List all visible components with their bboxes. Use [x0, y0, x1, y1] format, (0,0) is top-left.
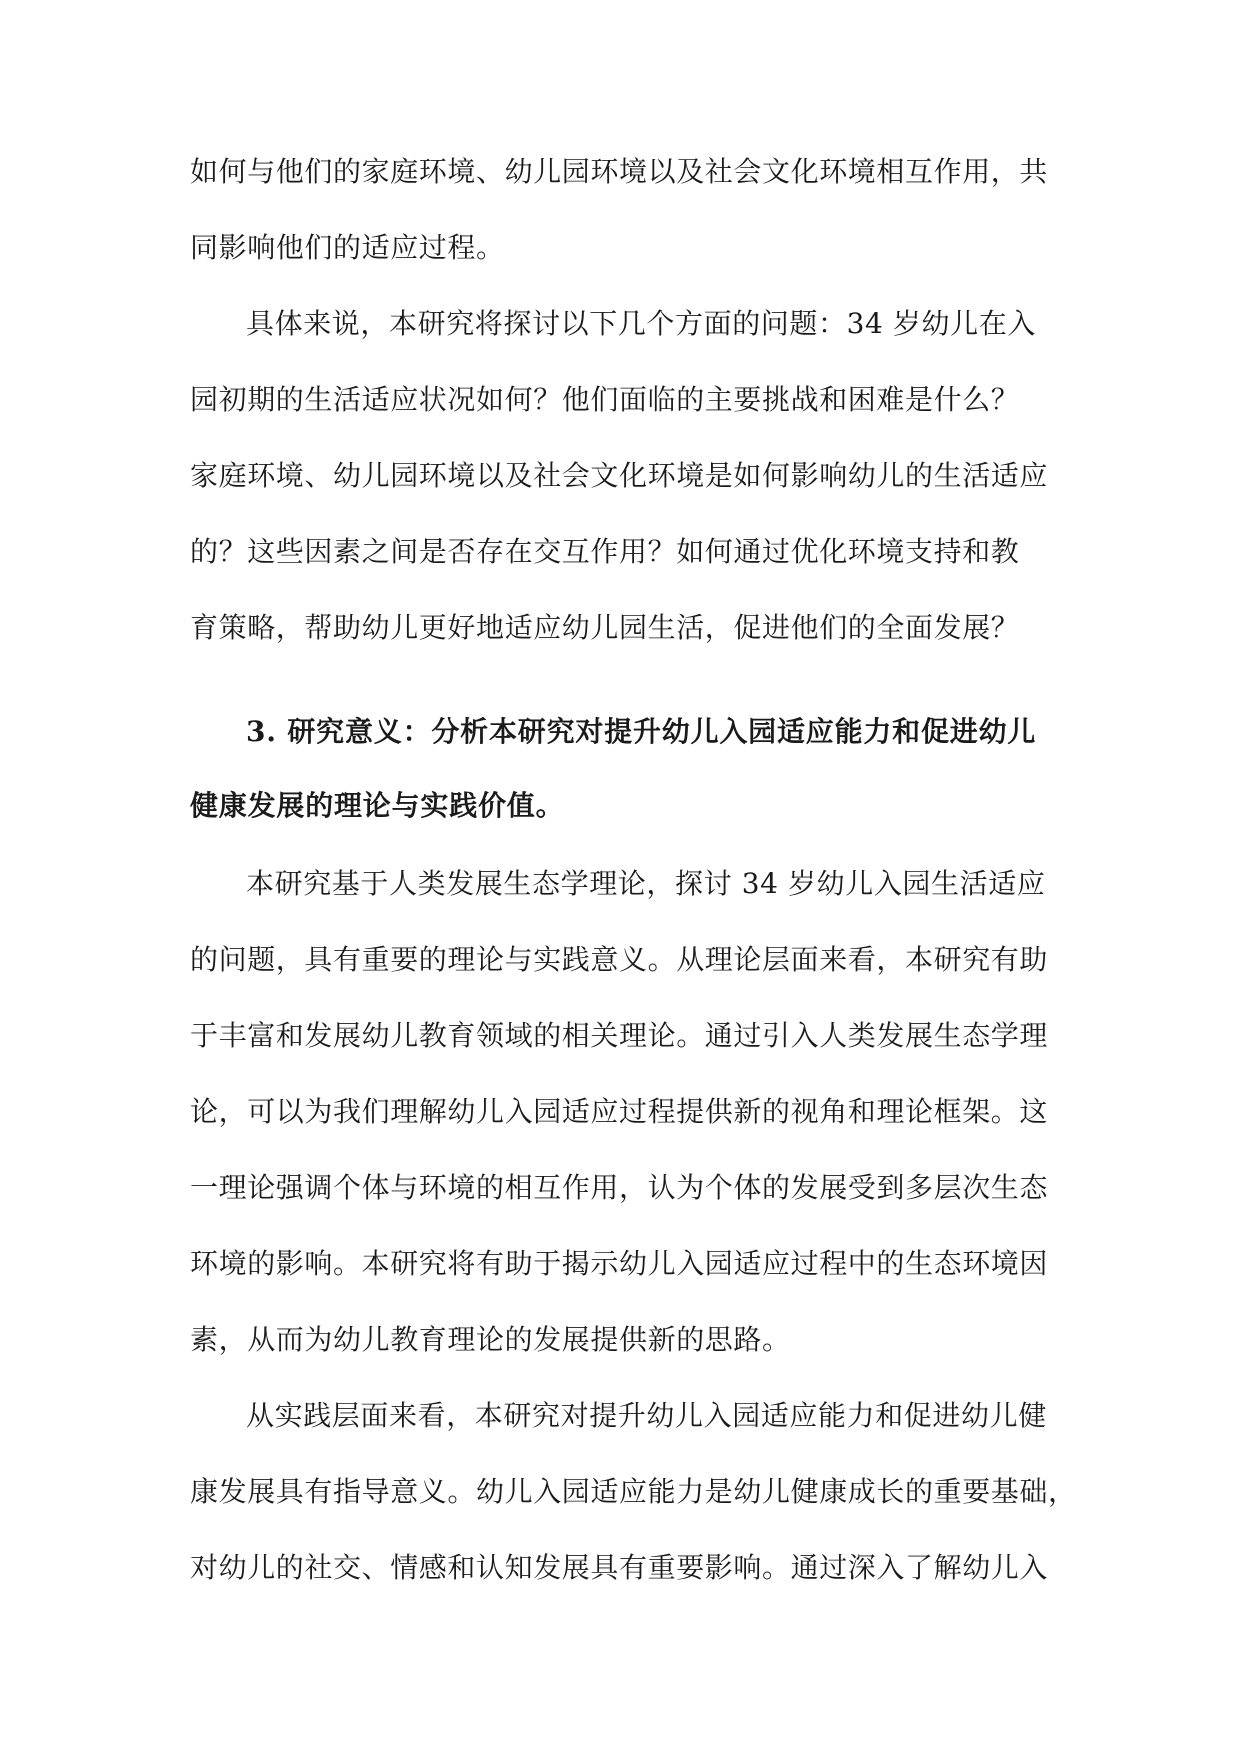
- text-line: 于丰富和发展幼儿教育领域的相关理论。通过引入人类发展生态学理: [190, 1019, 1049, 1052]
- text-line: 同影响他们的适应过程。: [190, 231, 505, 264]
- text-line: 如何与他们的家庭环境、幼儿园环境以及社会文化环境相互作用，共: [190, 155, 1049, 188]
- text-line: 对幼儿的社交、情感和认知发展具有重要影响。通过深入了解幼儿入: [190, 1551, 1049, 1584]
- text-line: 一理论强调个体与环境的相互作用，认为个体的发展受到多层次生态: [190, 1171, 1049, 1204]
- text-line: 具体来说，本研究将探讨以下几个方面的问题：34 岁幼儿在入: [246, 307, 1036, 340]
- text-line: 论，可以为我们理解幼儿入园适应过程提供新的视角和理论框架。这: [190, 1095, 1049, 1128]
- text-line: 育策略，帮助幼儿更好地适应幼儿园生活，促进他们的全面发展？: [190, 611, 1020, 644]
- section-heading: 健康发展的理论与实践价值。: [190, 789, 565, 822]
- text-line: 素，从而为幼儿教育理论的发展提供新的思路。: [190, 1323, 791, 1356]
- text-line: 园初期的生活适应状况如何？他们面临的主要挑战和困难是什么？: [190, 383, 1020, 416]
- text-line: 家庭环境、幼儿园环境以及社会文化环境是如何影响幼儿的生活适应: [190, 459, 1049, 492]
- text-line: 康发展具有指导意义。幼儿入园适应能力是幼儿健康成长的重要基础，: [190, 1475, 1077, 1508]
- text-line: 的问题，具有重要的理论与实践意义。从理论层面来看，本研究有助: [190, 943, 1049, 976]
- text-line: 环境的影响。本研究将有助于揭示幼儿入园适应过程中的生态环境因: [190, 1247, 1049, 1280]
- text-line: 本研究基于人类发展生态学理论，探讨 34 岁幼儿入园生活适应: [246, 867, 1046, 900]
- text-line: 从实践层面来看，本研究对提升幼儿入园适应能力和促进幼儿健: [246, 1399, 1047, 1432]
- section-heading: 3. 研究意义：分析本研究对提升幼儿入园适应能力和促进幼儿: [246, 715, 1037, 748]
- text-line: 的？这些因素之间是否存在交互作用？如何通过优化环境支持和教: [190, 535, 1020, 568]
